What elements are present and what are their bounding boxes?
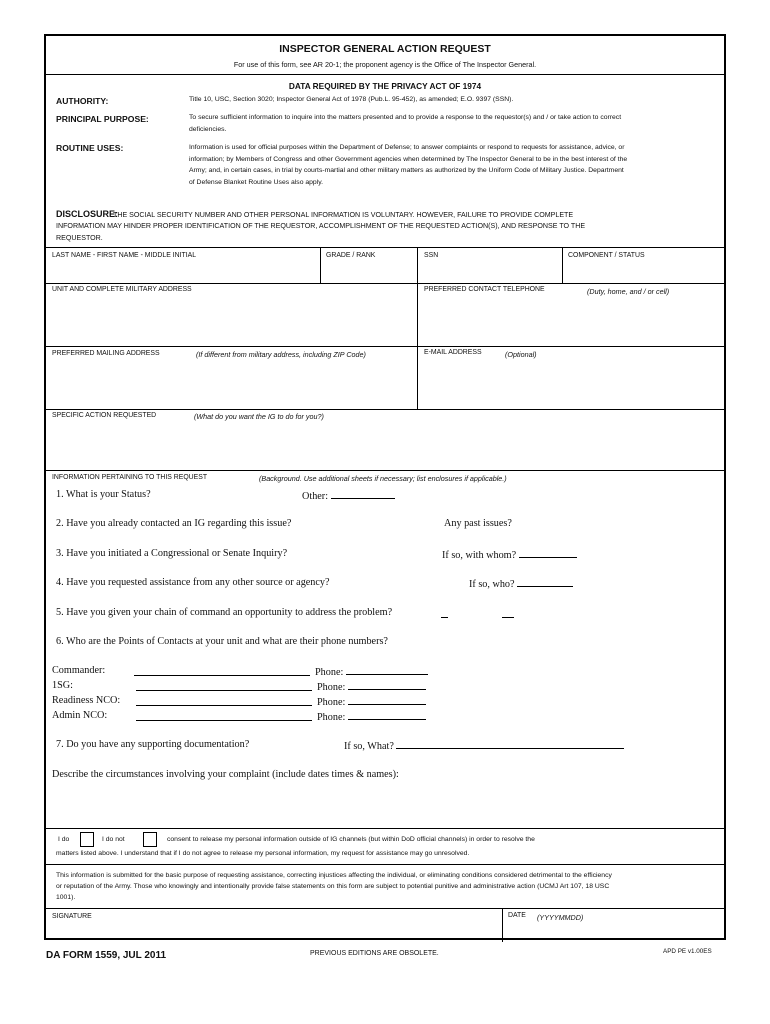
divider <box>46 828 724 829</box>
phone-label: Phone: <box>315 667 344 678</box>
divider <box>46 247 724 248</box>
question-3: 3. Have you initiated a Congressional or Senate Inquiry? <box>56 548 288 559</box>
i-do-label: I do <box>58 836 70 843</box>
divider <box>562 247 563 283</box>
status-other-label: Other: <box>302 491 329 502</box>
divider <box>46 346 724 347</box>
admin-nco-blank[interactable] <box>136 711 312 721</box>
commander-blank[interactable] <box>134 666 310 676</box>
isg-phone <box>317 680 426 693</box>
unit-address-label: UNIT AND COMPLETE MILITARY ADDRESS <box>52 286 192 293</box>
divider <box>46 74 724 75</box>
question-7: 7. Do you have any supporting documentation? <box>56 739 250 750</box>
i-do-not-label: I do not <box>102 836 125 843</box>
admin-nco-label: Admin NCO: <box>52 710 108 721</box>
divider <box>46 283 724 284</box>
divider <box>46 470 724 471</box>
question-2: 2. Have you already contacted an IG regarding this issue? <box>56 518 292 529</box>
phone-label: Phone: <box>317 682 346 693</box>
consent-text-cont: matters listed above. I understand that if I do not agree to release my personal information, my request for assistance may go unresolved. <box>56 850 470 857</box>
signature-label: SIGNATURE <box>52 913 92 920</box>
status-other <box>302 489 395 502</box>
form-id: DA FORM 1559, JUL 2011 <box>46 950 167 961</box>
q5-blank-1[interactable] <box>441 608 448 618</box>
divider <box>46 864 724 865</box>
grade-label: GRADE / RANK <box>326 252 376 259</box>
question-1: 1. What is your Status? <box>56 489 151 500</box>
status-other-blank[interactable] <box>331 489 395 499</box>
ssn-label: SSN <box>424 252 439 259</box>
question-5: 5. Have you given your chain of command an opportunity to address the problem? <box>56 607 393 618</box>
action-label: SPECIFIC ACTION REQUESTED <box>52 412 157 419</box>
commander-label: Commander: <box>52 665 106 676</box>
routine-uses-label: ROUTINE USES: <box>56 143 124 153</box>
divider <box>502 908 503 942</box>
authority-label: AUTHORITY: <box>56 96 109 106</box>
phone-label: Phone: <box>317 712 346 723</box>
consent-no-checkbox[interactable] <box>143 832 157 847</box>
email-label: E-MAIL ADDRESS <box>424 349 482 356</box>
documentation-what <box>344 739 624 752</box>
describe-label: Describe the circumstances involving your complaint (include dates times & names): <box>52 769 399 780</box>
consent-text: consent to release my personal information outside of IG channels (but within DoD official channels) in order to resolve the <box>167 836 535 843</box>
routine-uses-text: Information is used for official purposes within the Department of Defense; to answer complaints or respond to requests for assistance, advice, or information; by Members of Congress and other Government agencies when determined by The Inspector General to be in the best interest of the Army; and, in certain cases, in trial by courts-martial and other military matters as authorized by the Uniform Code of Military Justice. Department of Defense Blanket Routine Uses also apply. <box>189 144 628 186</box>
divider <box>320 247 321 283</box>
info-label: INFORMATION PERTAINING TO THIS REQUEST <box>52 474 208 481</box>
info-hint: (Background. Use additional sheets if necessary; list enclosures if applicable.) <box>259 474 507 483</box>
purpose-text: To secure sufficient information to inquire into the matters presented and to provide a response to the requestor(s) and / or take action to correct deficiencies. <box>189 114 622 133</box>
phone-label: PREFERRED CONTACT TELEPHONE <box>424 286 545 293</box>
name-label: LAST NAME - FIRST NAME - MIDDLE INITIAL <box>52 252 197 259</box>
divider <box>417 247 418 283</box>
disclosure-label: DISCLOSURE: <box>56 209 119 219</box>
divider <box>46 409 724 410</box>
mailing-address-label: PREFERRED MAILING ADDRESS <box>52 350 160 357</box>
with-whom-blank[interactable] <box>519 548 577 558</box>
question-4: 4. Have you requested assistance from any other source or agency? <box>56 577 330 588</box>
question-6: 6. Who are the Points of Contacts at your unit and what are their phone numbers? <box>56 636 388 647</box>
authority-text: Title 10, USC, Section 3020; Inspector General Act of 1978 (Pub.L. 95-452), as amended; E.O. 9397 (SSN). <box>189 96 514 103</box>
admin-phone-blank[interactable] <box>348 710 426 720</box>
action-request-form <box>44 34 726 940</box>
phone-label: Phone: <box>317 697 346 708</box>
notice-text: This information is submitted for the basic purpose of requesting assistance, correcting injustices affecting the individual, or eliminating conditions considered detrimental to the efficiency or reputation of the Army. Those who knowingly and intentionally provide false statements on this form are subject to potential punitive and administrative action (UCMJ Art 107, 18 USC 1001). <box>56 872 612 902</box>
admin-phone <box>317 710 426 723</box>
editions-note: PREVIOUS EDITIONS ARE OBSOLETE. <box>310 950 439 957</box>
q5-blank-2[interactable] <box>502 608 514 618</box>
readiness-phone-blank[interactable] <box>348 695 426 705</box>
signature-field[interactable] <box>46 908 502 942</box>
form-subtitle: For use of this form, see AR 20-1; the proponent agency is the Office of The Inspector General. <box>233 60 537 69</box>
mailing-address-hint: (If different from military address, including ZIP Code) <box>196 350 366 359</box>
commander-phone <box>315 665 428 678</box>
inquiry-with-whom <box>442 548 577 561</box>
with-whom-label: If so, with whom? <box>442 550 517 561</box>
readiness-nco-label: Readiness NCO: <box>52 695 121 706</box>
component-label: COMPONENT / STATUS <box>568 252 645 259</box>
who-blank[interactable] <box>517 577 573 587</box>
commander-phone-blank[interactable] <box>346 665 428 675</box>
form-title: INSPECTOR GENERAL ACTION REQUEST <box>279 43 491 55</box>
readiness-phone <box>317 695 426 708</box>
isg-blank[interactable] <box>136 681 312 691</box>
past-issues-label: Any past issues? <box>444 518 512 529</box>
assistance-who <box>469 577 573 590</box>
purpose-label: PRINCIPAL PURPOSE: <box>56 114 149 124</box>
action-hint: (What do you want the IG to do for you?) <box>194 412 324 421</box>
date-hint: (YYYYMMDD) <box>537 913 584 922</box>
isg-phone-blank[interactable] <box>348 680 426 690</box>
isg-label: 1SG: <box>52 680 73 691</box>
consent-yes-checkbox[interactable] <box>80 832 94 847</box>
what-blank[interactable] <box>396 739 624 749</box>
readiness-nco-blank[interactable] <box>136 696 312 706</box>
date-label: DATE <box>508 912 526 919</box>
version-label: APD PE v1.00ES <box>663 948 712 955</box>
email-hint: (Optional) <box>505 350 537 359</box>
phone-hint: (Duty, home, and / or cell) <box>587 287 670 296</box>
privacy-heading: DATA REQUIRED BY THE PRIVACY ACT OF 1974 <box>288 81 482 91</box>
disclosure-text: THE SOCIAL SECURITY NUMBER AND OTHER PERSONAL INFORMATION IS VOLUNTARY. HOWEVER, FAILURE TO PROVIDE COMPLETE INFORMATION MAY HINDER PROPER IDENTIFICATION OF THE REQUESTOR, ACCOMPLISHMENT OF THE REQUESTED ACTION(S), AND RESPONSE TO THE REQUESTOR. <box>56 211 586 242</box>
what-label: If so, What? <box>344 741 394 752</box>
who-label: If so, who? <box>469 579 515 590</box>
